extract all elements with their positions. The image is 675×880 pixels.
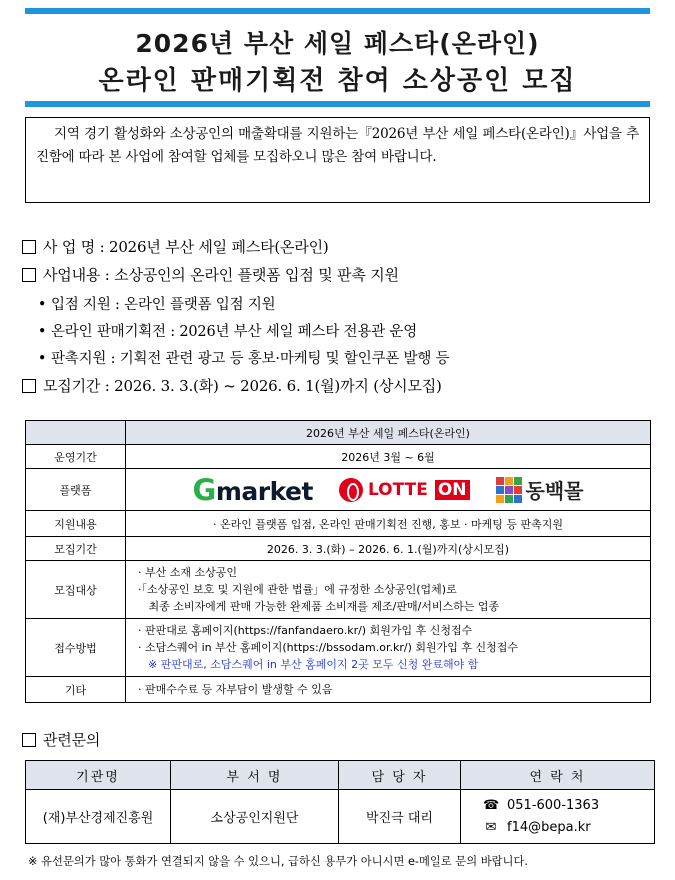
row-value	[126, 561, 651, 619]
target-line: 최종 소비자에게 판매 가능한 완제품 소비재를 제조/판매/서비스하는 업종	[138, 600, 500, 613]
org-name: (재)부산경제진흥원	[26, 790, 171, 844]
email-line	[483, 817, 654, 839]
intro-box	[25, 117, 650, 203]
checkbox-square-icon	[22, 240, 36, 254]
gmarket-logo: Gmarket	[192, 472, 313, 507]
row-label: 운영기간	[26, 445, 126, 469]
lotte-on-logo: LOTTE ON	[339, 478, 470, 502]
project-name-text: 사 업 명 : 2026년 부산 세일 페스타(온라인)	[43, 238, 329, 256]
row-value: 2026년 3월 ~ 6월	[126, 445, 651, 469]
dongbaek-mall-logo: 동백몰	[496, 475, 584, 504]
intro-text: 지역 경기 활성화와 소상공인의 매출확대를 지원하는『2026년 부산 세일 페스타(온라인)』사업을 추진함에 따라 본 사업에 참여할 업체를 모집하오니 많은 참여 바랍니다.	[36, 126, 639, 165]
target-line: · 부산 소재 소상공인	[138, 566, 237, 579]
bullet-text: 온라인 판매기획전 : 2026년 부산 세일 페스타 전용관 운영	[51, 324, 418, 340]
checkbox-square-icon	[22, 379, 36, 393]
target-line: ·「소상공인 보호 및 지원에 관한 법률」에 규정한 소상공인(업체)로	[138, 583, 457, 596]
table-header-blank	[26, 421, 126, 445]
bullet-item	[36, 347, 449, 368]
checkbox-square-icon	[22, 733, 36, 747]
platform-logos	[126, 469, 651, 511]
contact-row	[26, 790, 655, 844]
page-title-line1: 2026년 부산 세일 페스타(온라인)	[135, 29, 540, 58]
phone-line	[483, 795, 654, 817]
apply-line: · 소담스퀘어 in 부산 홈페이지(https://bssodam.or.kr/) 회원가입 후 신청접수	[138, 641, 518, 654]
row-label: 접수방법	[26, 619, 126, 677]
row-label: 기타	[26, 677, 126, 703]
bullet-dot-icon: •	[37, 324, 47, 340]
bullet-dot-icon: •	[37, 297, 47, 313]
person-name: 박진극 대리	[339, 790, 461, 844]
recruit-period-text: 모집기간 : 2026. 3. 3.(화) ~ 2026. 6. 1(월)까지 (상시모집)	[43, 377, 442, 395]
header-person: 담 당 자	[339, 761, 461, 790]
checkbox-square-icon	[22, 268, 36, 282]
footnote: ※ 유선문의가 많아 통화가 연결되지 않을 수 있으니, 급하신 용무가 아니시면 e-메일로 문의 바랍니다.	[28, 855, 528, 868]
program-info-table	[25, 420, 651, 703]
header-org: 기관명	[26, 761, 171, 790]
table-row	[26, 561, 651, 619]
bullet-item	[36, 320, 417, 341]
row-label: 지원내용	[26, 511, 126, 537]
bullet-item	[36, 293, 275, 314]
bottom-accent-bar	[25, 101, 650, 107]
email-address[interactable]: f14@bepa.kr	[507, 819, 591, 835]
apply-note: ※ 판판대로, 소담스퀘어 in 부산 홈페이지 2곳 모두 신청 완료해야 함	[148, 658, 479, 671]
table-row	[26, 511, 651, 537]
row-value: · 온라인 플랫폼 입점, 온라인 판매기획전 진행, 홍보 · 마케팅 등 판촉지원	[126, 511, 651, 537]
bullet-text: 판촉지원 : 기획전 관련 광고 등 홍보·마케팅 및 할인쿠폰 발행 등	[51, 351, 450, 367]
top-accent-bar	[25, 8, 650, 14]
header-dept: 부 서 명	[171, 761, 339, 790]
table-row	[26, 469, 651, 511]
row-label: 모집기간	[26, 537, 126, 561]
phone-icon: ☎	[483, 797, 500, 813]
contact-header-row	[26, 761, 655, 790]
row-value	[126, 619, 651, 677]
row-label: 플랫폼	[26, 469, 126, 511]
section-inquiry	[22, 729, 100, 750]
bullet-dot-icon: •	[37, 351, 47, 367]
table-row	[26, 445, 651, 469]
table-row	[26, 677, 651, 703]
table-row	[26, 619, 651, 677]
row-value: · 판매수수료 등 자부담이 발생할 수 있음	[126, 677, 651, 703]
table-header: 2026년 부산 세일 페스타(온라인)	[126, 421, 651, 445]
table-row	[26, 537, 651, 561]
bullet-text: 입점 지원 : 온라인 플랫폼 입점 지원	[51, 297, 276, 313]
page-title-line2: 온라인 판매기획전 참여 소상공인 모집	[98, 66, 577, 96]
phone-number[interactable]: 051-600-1363	[507, 797, 600, 813]
contact-info	[461, 790, 655, 844]
mail-icon: ✉	[485, 819, 497, 835]
row-label: 모집대상	[26, 561, 126, 619]
dept-name: 소상공인지원단	[171, 790, 339, 844]
apply-line: · 판판대로 홈페이지(https://fanfandaero.kr/) 회원가입 후 신청접수	[138, 624, 473, 637]
contact-table	[25, 760, 655, 844]
header-contact: 연 락 처	[461, 761, 655, 790]
project-content-text: 사업내용 : 소상공인의 온라인 플랫폼 입점 및 판촉 지원	[43, 266, 399, 284]
section-recruit-period	[22, 375, 442, 396]
section-project-content	[22, 264, 399, 285]
inquiry-text: 관련문의	[43, 731, 101, 749]
row-value: 2026. 3. 3.(화) – 2026. 6. 1.(월)까지(상시모집)	[126, 537, 651, 561]
section-project-name	[22, 236, 329, 257]
